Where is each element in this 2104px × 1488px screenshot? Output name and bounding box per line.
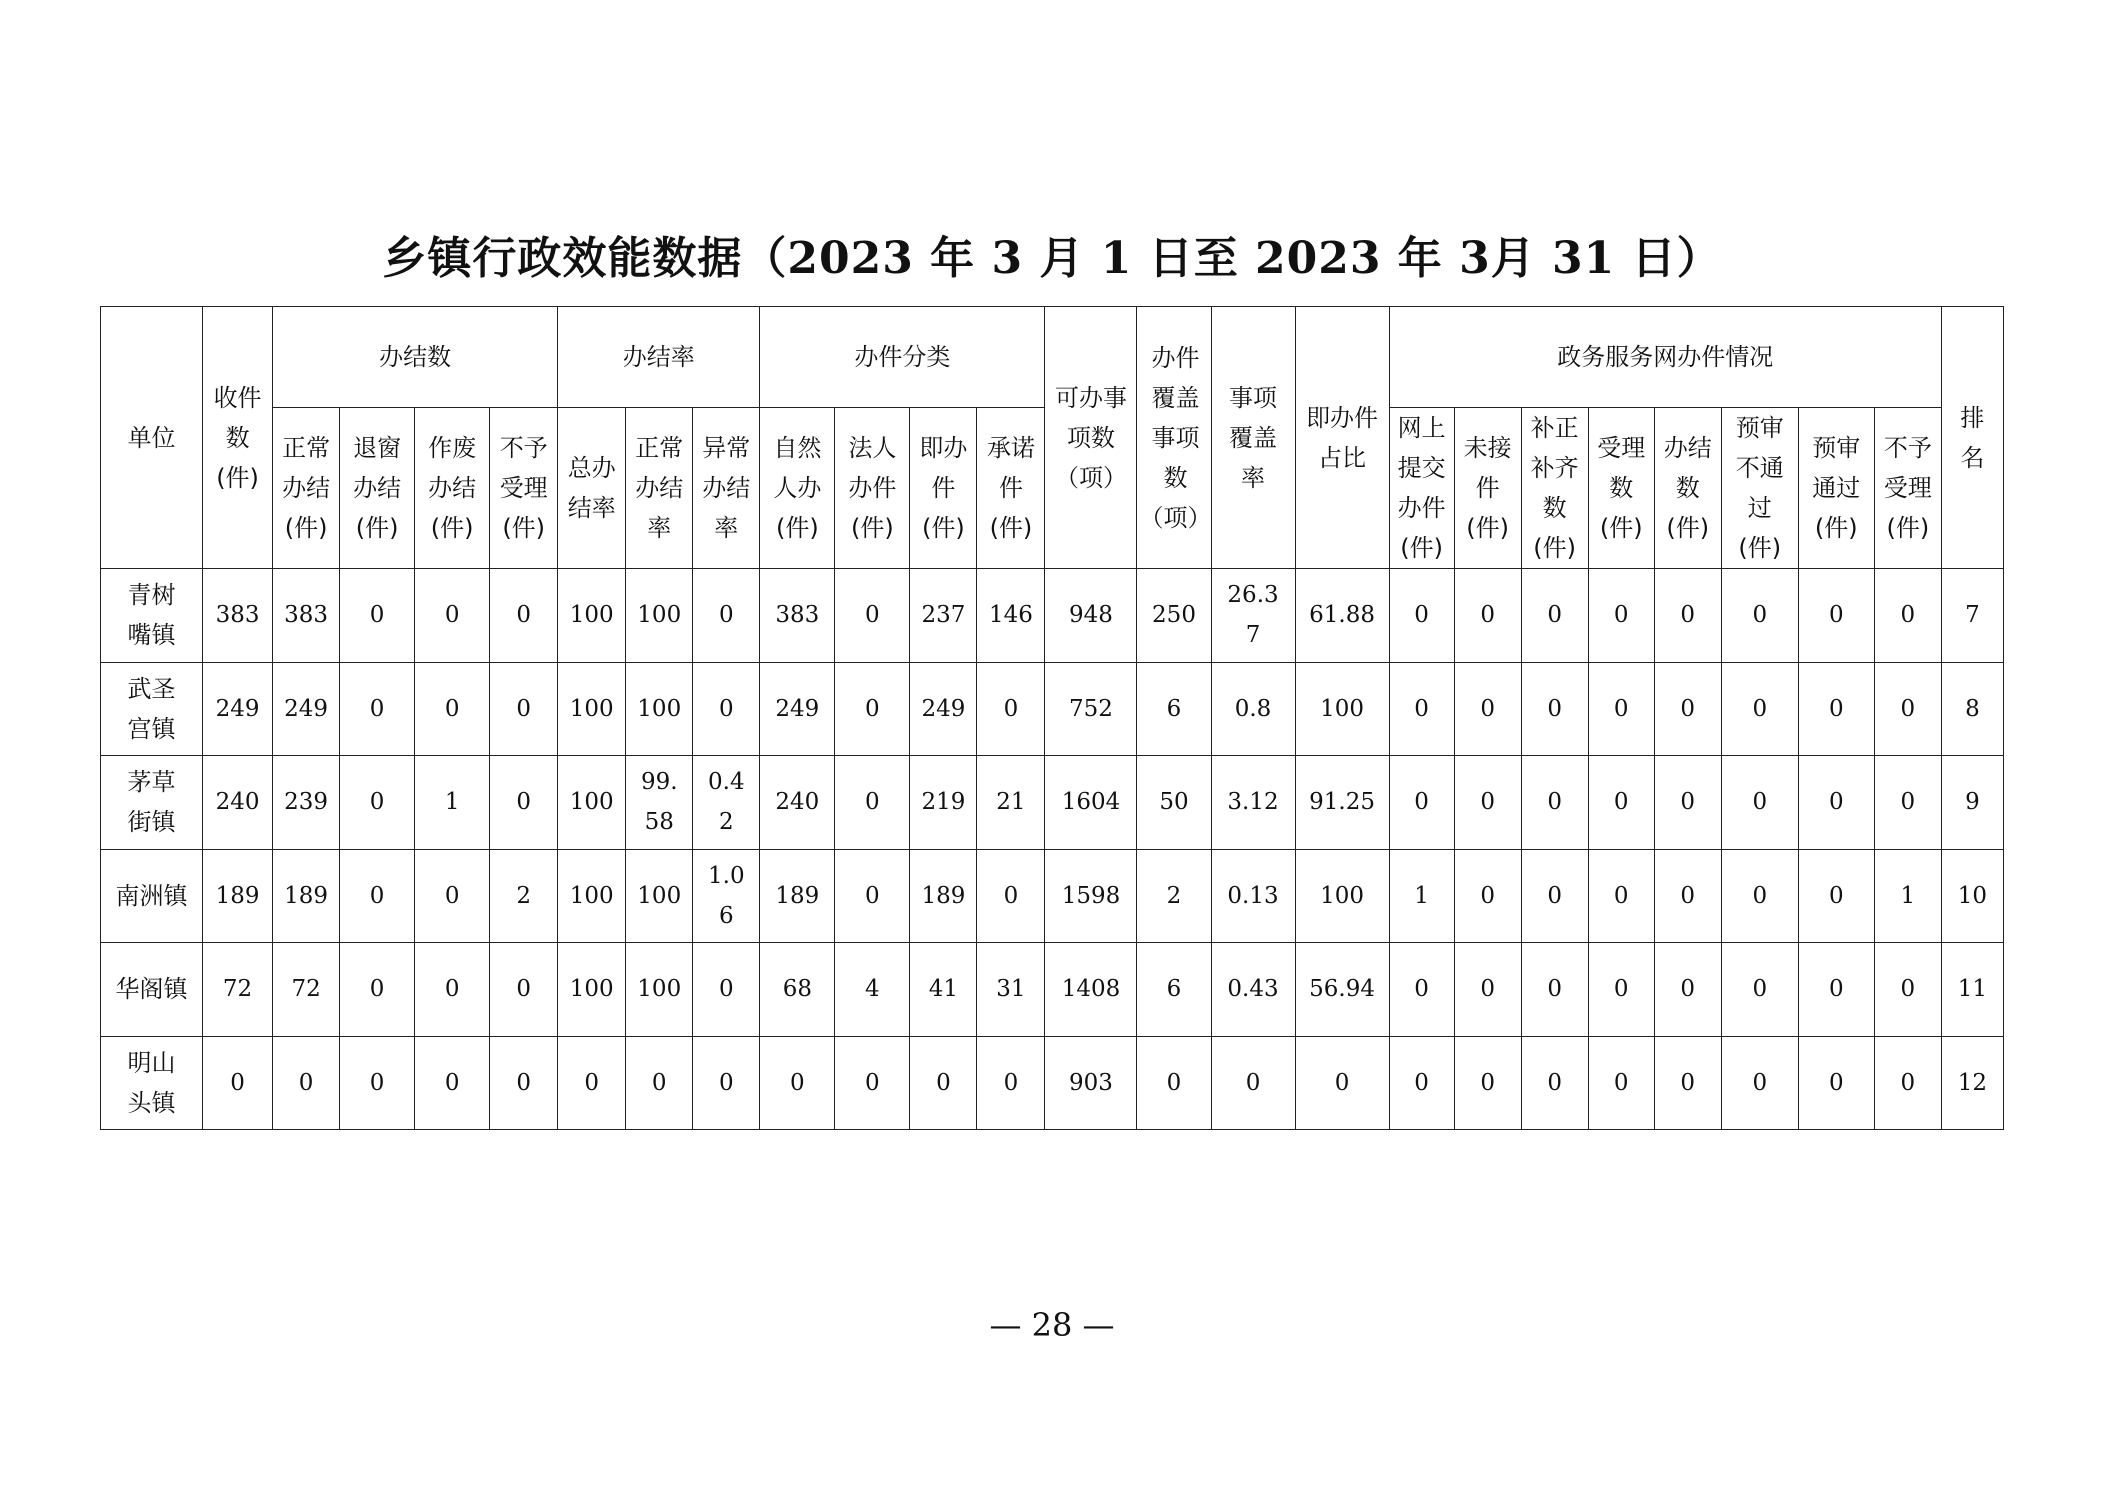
- table-cell: 146: [977, 569, 1045, 663]
- table-cell: 0: [977, 849, 1045, 943]
- table-cell: 100: [626, 662, 693, 756]
- table-row: [101, 1036, 2004, 1130]
- table-cell: 100: [626, 849, 693, 943]
- header-classify-group: 办件分类: [760, 307, 1045, 408]
- table-cell: 0: [1588, 756, 1654, 850]
- table-cell: 0: [1874, 943, 1941, 1037]
- table-cell: 0.4 2: [693, 756, 760, 850]
- table-cell: 100: [558, 849, 626, 943]
- table-cell: 903: [1045, 1036, 1137, 1130]
- header-completed-group: 办结数: [273, 307, 558, 408]
- table-cell: 0: [490, 756, 558, 850]
- table-cell: 0: [340, 849, 415, 943]
- table-cell: 189: [910, 849, 977, 943]
- table-cell: 0: [1588, 1036, 1654, 1130]
- table-cell: 7: [1941, 569, 2003, 663]
- cell-unit: 明山 头镇: [101, 1036, 203, 1130]
- table-cell: 0: [1521, 1036, 1588, 1130]
- table-cell: 0: [1389, 756, 1454, 850]
- header-online-submitted: 网上 提交 办件 (件): [1389, 408, 1454, 569]
- table-cell: 0: [1389, 943, 1454, 1037]
- table-cell: 249: [203, 662, 273, 756]
- table-cell: 0.13: [1211, 849, 1295, 943]
- table-cell: 0: [1295, 1036, 1389, 1130]
- header-rank: 排 名: [1941, 307, 2003, 569]
- table-cell: 0: [340, 1036, 415, 1130]
- header-unit: 单位: [101, 307, 203, 569]
- table-cell: 0: [415, 569, 490, 663]
- table-cell: 0: [835, 569, 910, 663]
- table-cell: 189: [273, 849, 340, 943]
- table-cell: 0: [693, 662, 760, 756]
- table-cell: 41: [910, 943, 977, 1037]
- table-cell: 0: [1521, 943, 1588, 1037]
- header-normal-rate: 正常 办结 率: [626, 408, 693, 569]
- table-cell: 0: [1454, 756, 1521, 850]
- header-online-completed: 办结 数 (件): [1654, 408, 1721, 569]
- table-cell: 219: [910, 756, 977, 850]
- table-cell: 1: [1389, 849, 1454, 943]
- table-cell: 249: [910, 662, 977, 756]
- table-cell: 0: [1798, 756, 1874, 850]
- header-natural-person: 自然 人办 (件): [760, 408, 835, 569]
- header-received: 收件 数 (件): [203, 307, 273, 569]
- header-promised: 承诺 件 (件): [977, 408, 1045, 569]
- table-cell: 189: [760, 849, 835, 943]
- cell-unit: 华阁镇: [101, 943, 203, 1037]
- table-cell: 9: [1941, 756, 2003, 850]
- table-cell: 0: [1721, 756, 1798, 850]
- table-cell: 0: [1798, 662, 1874, 756]
- table-cell: 0: [1137, 1036, 1211, 1130]
- table-cell: 0: [415, 662, 490, 756]
- table-cell: 0: [490, 1036, 558, 1130]
- table-row: [101, 569, 2004, 663]
- header-not-received: 未接 件 (件): [1454, 408, 1521, 569]
- table-cell: 1: [1874, 849, 1941, 943]
- table-cell: 1.0 6: [693, 849, 760, 943]
- table-cell: 948: [1045, 569, 1137, 663]
- table-cell: 0: [203, 1036, 273, 1130]
- table-cell: 383: [203, 569, 273, 663]
- table-cell: 0: [1454, 662, 1521, 756]
- table-cell: 0: [1721, 849, 1798, 943]
- table-cell: 0: [1721, 569, 1798, 663]
- header-supplement: 补正 补齐 数 (件): [1521, 408, 1588, 569]
- header-abnormal-rate: 异常 办结 率: [693, 408, 760, 569]
- table-cell: 189: [203, 849, 273, 943]
- table-cell: 0: [415, 1036, 490, 1130]
- table-cell: 0.8: [1211, 662, 1295, 756]
- table-cell: 0: [693, 569, 760, 663]
- table-cell: 0: [1521, 662, 1588, 756]
- header-prereview-failed: 预审 不通 过 (件): [1721, 408, 1798, 569]
- table-row: [101, 662, 2004, 756]
- table-cell: 0: [1521, 756, 1588, 850]
- table-cell: 72: [203, 943, 273, 1037]
- table-cell: 0: [835, 849, 910, 943]
- table-cell: 91.25: [1295, 756, 1389, 850]
- table-cell: 240: [760, 756, 835, 850]
- header-rejected: 不予 受理 (件): [490, 408, 558, 569]
- table-cell: 99. 58: [626, 756, 693, 850]
- table-cell: 68: [760, 943, 835, 1037]
- table-cell: 100: [626, 569, 693, 663]
- page-title: 乡镇行政效能数据（2023 年 3 月 1 日至 2023 年 3月 31 日）: [382, 233, 1722, 284]
- table-cell: 56.94: [1295, 943, 1389, 1037]
- table-cell: 21: [977, 756, 1045, 850]
- table-cell: 1598: [1045, 849, 1137, 943]
- cell-unit: 武圣 宫镇: [101, 662, 203, 756]
- table-row: [101, 756, 2004, 850]
- table-cell: 8: [1941, 662, 2003, 756]
- header-online-group: 政务服务网办件情况: [1389, 307, 1941, 408]
- table-cell: 0: [1654, 943, 1721, 1037]
- table-row: [101, 943, 2004, 1037]
- page-number: — 28 —: [989, 1306, 1115, 1344]
- table-cell: 100: [558, 662, 626, 756]
- table-cell: 0: [693, 943, 760, 1037]
- efficiency-table: [100, 306, 2004, 1130]
- table-cell: 249: [273, 662, 340, 756]
- header-instant-ratio: 即办件 占比: [1295, 307, 1389, 569]
- table-cell: 100: [558, 569, 626, 663]
- cell-unit: 茅草 街镇: [101, 756, 203, 850]
- header-covered-items: 办件 覆盖 事项 数 （项）: [1137, 307, 1211, 569]
- table-cell: 0: [1389, 1036, 1454, 1130]
- table-cell: 4: [835, 943, 910, 1037]
- table-cell: 0: [1798, 569, 1874, 663]
- table-cell: 50: [1137, 756, 1211, 850]
- table-cell: 383: [273, 569, 340, 663]
- header-online-rejected: 不予 受理 (件): [1874, 408, 1941, 569]
- table-cell: 0: [1454, 943, 1521, 1037]
- table-cell: 0: [693, 1036, 760, 1130]
- table-cell: 0: [1798, 849, 1874, 943]
- table-cell: 0: [1798, 1036, 1874, 1130]
- table-cell: 0: [1798, 943, 1874, 1037]
- table-cell: 1604: [1045, 756, 1137, 850]
- table-cell: 1408: [1045, 943, 1137, 1037]
- table-cell: 6: [1137, 662, 1211, 756]
- table-cell: 100: [558, 943, 626, 1037]
- table-cell: 0: [626, 1036, 693, 1130]
- header-prereview-passed: 预审 通过 (件): [1798, 408, 1874, 569]
- table-cell: 0: [1874, 569, 1941, 663]
- table-cell: 383: [760, 569, 835, 663]
- table-cell: 0: [1454, 849, 1521, 943]
- table-cell: 0: [558, 1036, 626, 1130]
- table-cell: 72: [273, 943, 340, 1037]
- table-cell: 0: [1874, 1036, 1941, 1130]
- table-cell: 100: [626, 943, 693, 1037]
- table-cell: 0: [1588, 943, 1654, 1037]
- table-cell: 100: [1295, 849, 1389, 943]
- table-cell: 0: [1521, 569, 1588, 663]
- table-cell: 0: [1211, 1036, 1295, 1130]
- cell-unit: 青树 嘴镇: [101, 569, 203, 663]
- header-window-completed: 退窗 办结 (件): [340, 408, 415, 569]
- table-cell: 0: [1454, 1036, 1521, 1130]
- table-cell: 0: [340, 943, 415, 1037]
- table-cell: 0: [490, 569, 558, 663]
- table-cell: 0: [415, 943, 490, 1037]
- table-cell: 0: [835, 662, 910, 756]
- table-cell: 0: [1654, 569, 1721, 663]
- table-cell: 0: [977, 662, 1045, 756]
- header-accepted: 受理 数 (件): [1588, 408, 1654, 569]
- table-cell: 0.43: [1211, 943, 1295, 1037]
- table-cell: 10: [1941, 849, 2003, 943]
- table-cell: 0: [1588, 662, 1654, 756]
- table-cell: 31: [977, 943, 1045, 1037]
- table-cell: 0: [340, 569, 415, 663]
- table-cell: 0: [1588, 569, 1654, 663]
- table-cell: 2: [490, 849, 558, 943]
- table-cell: 0: [490, 662, 558, 756]
- header-normal-completed: 正常 办结 (件): [273, 408, 340, 569]
- table-cell: 0: [1588, 849, 1654, 943]
- table-cell: 0: [340, 662, 415, 756]
- table-cell: 0: [835, 756, 910, 850]
- header-coverage-rate: 事项 覆盖 率: [1211, 307, 1295, 569]
- table-cell: 6: [1137, 943, 1211, 1037]
- header-legal-person: 法人 办件 (件): [835, 408, 910, 569]
- header-void-completed: 作废 办结 (件): [415, 408, 490, 569]
- table-cell: 249: [760, 662, 835, 756]
- table-cell: 0: [340, 756, 415, 850]
- table-cell: 11: [1941, 943, 2003, 1037]
- table-cell: 0: [490, 943, 558, 1037]
- table-cell: 0: [1454, 569, 1521, 663]
- table-cell: 0: [1521, 849, 1588, 943]
- table-cell: 250: [1137, 569, 1211, 663]
- table-cell: 0: [1874, 662, 1941, 756]
- table-row: [101, 849, 2004, 943]
- cell-unit: 南洲镇: [101, 849, 203, 943]
- table-cell: 0: [1389, 662, 1454, 756]
- table-cell: 0: [977, 1036, 1045, 1130]
- table-cell: 0: [760, 1036, 835, 1130]
- table-cell: 239: [273, 756, 340, 850]
- header-instant: 即办 件 (件): [910, 408, 977, 569]
- table-cell: 0: [1389, 569, 1454, 663]
- table-cell: 0: [273, 1036, 340, 1130]
- table-cell: 237: [910, 569, 977, 663]
- table-cell: 0: [415, 849, 490, 943]
- table-cell: 3.12: [1211, 756, 1295, 850]
- table-cell: 752: [1045, 662, 1137, 756]
- table-cell: 100: [558, 756, 626, 850]
- table-cell: 0: [910, 1036, 977, 1130]
- table-cell: 0: [1721, 1036, 1798, 1130]
- table-cell: 2: [1137, 849, 1211, 943]
- header-rate-group: 办结率: [558, 307, 760, 408]
- table-cell: 0: [1721, 943, 1798, 1037]
- table-cell: 1: [415, 756, 490, 850]
- table-cell: 0: [1654, 1036, 1721, 1130]
- table-cell: 0: [1654, 662, 1721, 756]
- table-cell: 0: [1721, 662, 1798, 756]
- table-body: [101, 569, 2004, 1130]
- header-items-total: 可办事 项数 （项）: [1045, 307, 1137, 569]
- table-cell: 100: [1295, 662, 1389, 756]
- table-cell: 61.88: [1295, 569, 1389, 663]
- table-cell: 240: [203, 756, 273, 850]
- header-total-rate: 总办 结率: [558, 408, 626, 569]
- table-cell: 0: [1874, 756, 1941, 850]
- table-cell: 12: [1941, 1036, 2003, 1130]
- table-cell: 0: [835, 1036, 910, 1130]
- table-cell: 0: [1654, 849, 1721, 943]
- table-cell: 0: [1654, 756, 1721, 850]
- table-cell: 26.3 7: [1211, 569, 1295, 663]
